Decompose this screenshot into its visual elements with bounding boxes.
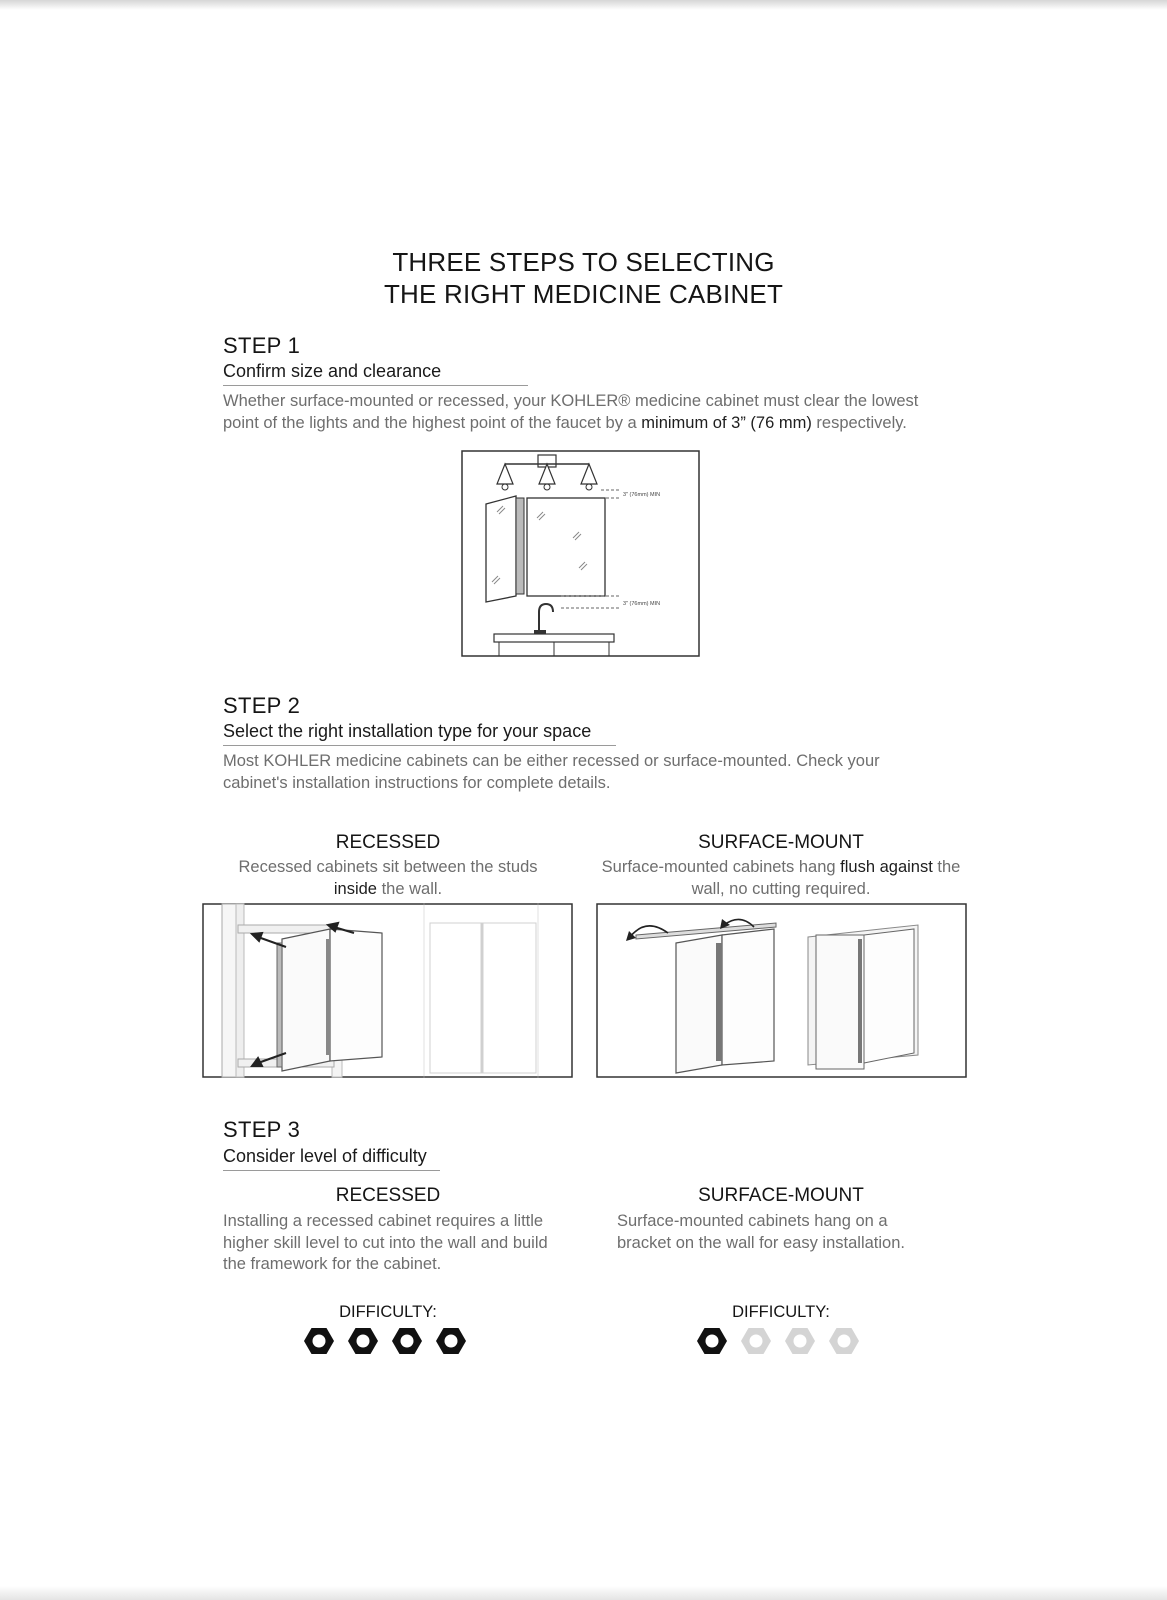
- step2-surface-heading: SURFACE-MOUNT: [698, 832, 864, 853]
- recessed-difficulty-rating: [302, 1324, 482, 1358]
- recessed-difficulty-label: DIFFICULTY:: [339, 1303, 437, 1321]
- bottom-clearance-label: 3" (76mm) MIN: [623, 601, 661, 607]
- step3-heading: STEP 3: [223, 1117, 301, 1142]
- bottom-shadow: [0, 1586, 1167, 1600]
- step2-recessed-text-bold: inside: [333, 879, 377, 898]
- recessed-cabinet-icon: [277, 929, 382, 1071]
- step2-surface-text: [596, 857, 966, 900]
- top-clearance-label: 3" (76mm) MIN: [623, 492, 661, 498]
- installed-cabinet-icon: [424, 903, 538, 1078]
- page-title-line-2: THE RIGHT MEDICINE CABINET: [383, 279, 784, 309]
- page-title-line-1: THREE STEPS TO SELECTING: [392, 247, 775, 277]
- medicine-cabinet-icon: [486, 496, 605, 602]
- step1-text: [223, 391, 953, 434]
- difficulty-hex-empty-icon: [741, 1328, 771, 1354]
- step3-recessed-text: Installing a recessed cabinet requires a little higher skill level to cut into the wall and build the framework for the cabinet.: [223, 1212, 548, 1273]
- difficulty-hex-filled-icon: [697, 1328, 727, 1354]
- recessed-illustration: [202, 903, 573, 1078]
- difficulty-hex-empty-icon: [785, 1328, 815, 1354]
- step2-recessed-text-a: Recessed cabinets sit between the studs: [238, 858, 538, 876]
- step1-subheading: Confirm size and clearance: [223, 361, 528, 386]
- installed-surface-cabinet-icon: [808, 925, 918, 1069]
- step3-surface-heading: SURFACE-MOUNT: [698, 1185, 864, 1206]
- step3-surface-text: Surface-mounted cabinets hang on a bracket on the wall for easy installation.: [617, 1212, 905, 1252]
- step1-text-bold: minimum of 3” (76 mm): [641, 413, 812, 432]
- step2-recessed-heading: RECESSED: [335, 832, 441, 853]
- difficulty-hex-filled-icon: [392, 1328, 422, 1354]
- page-title: [0, 246, 1167, 310]
- surface-mount-illustration: [596, 903, 967, 1078]
- surface-difficulty-label: DIFFICULTY:: [732, 1303, 830, 1321]
- step2-surface-text-a: Surface-mounted cabinets hang: [601, 858, 841, 876]
- difficulty-hex-filled-icon: [348, 1328, 378, 1354]
- step3-subheading: Consider level of difficulty: [223, 1146, 440, 1171]
- difficulty-hex-filled-icon: [436, 1328, 466, 1354]
- step1-heading: STEP 1: [223, 333, 301, 358]
- surface-difficulty-rating: [695, 1324, 875, 1358]
- difficulty-hex-empty-icon: [829, 1328, 859, 1354]
- step2-recessed-text: [203, 857, 573, 900]
- step2-heading: STEP 2: [223, 693, 301, 718]
- clearance-diagram: [461, 450, 701, 658]
- step2-subheading: Select the right installation type for your space: [223, 721, 616, 746]
- step1-text-a: Whether surface-mounted or recessed, your KOHLER® medicine cabinet must clear the lowest point of the lights and the highest point of the faucet by a: [223, 392, 919, 432]
- top-shadow: [0, 0, 1167, 10]
- step3-recessed-heading: RECESSED: [335, 1185, 441, 1206]
- step2-surface-text-b: the wall, no cutting required.: [691, 858, 961, 898]
- difficulty-hex-filled-icon: [304, 1328, 334, 1354]
- step2-surface-text-bold: flush against: [840, 858, 933, 876]
- step1-text-b: respectively.: [811, 413, 907, 432]
- step2-text: Most KOHLER medicine cabinets can be either recessed or surface-mounted. Check your cabinet's installation instructions for complete details.: [223, 752, 880, 792]
- step2-recessed-text-b: the wall.: [377, 879, 443, 898]
